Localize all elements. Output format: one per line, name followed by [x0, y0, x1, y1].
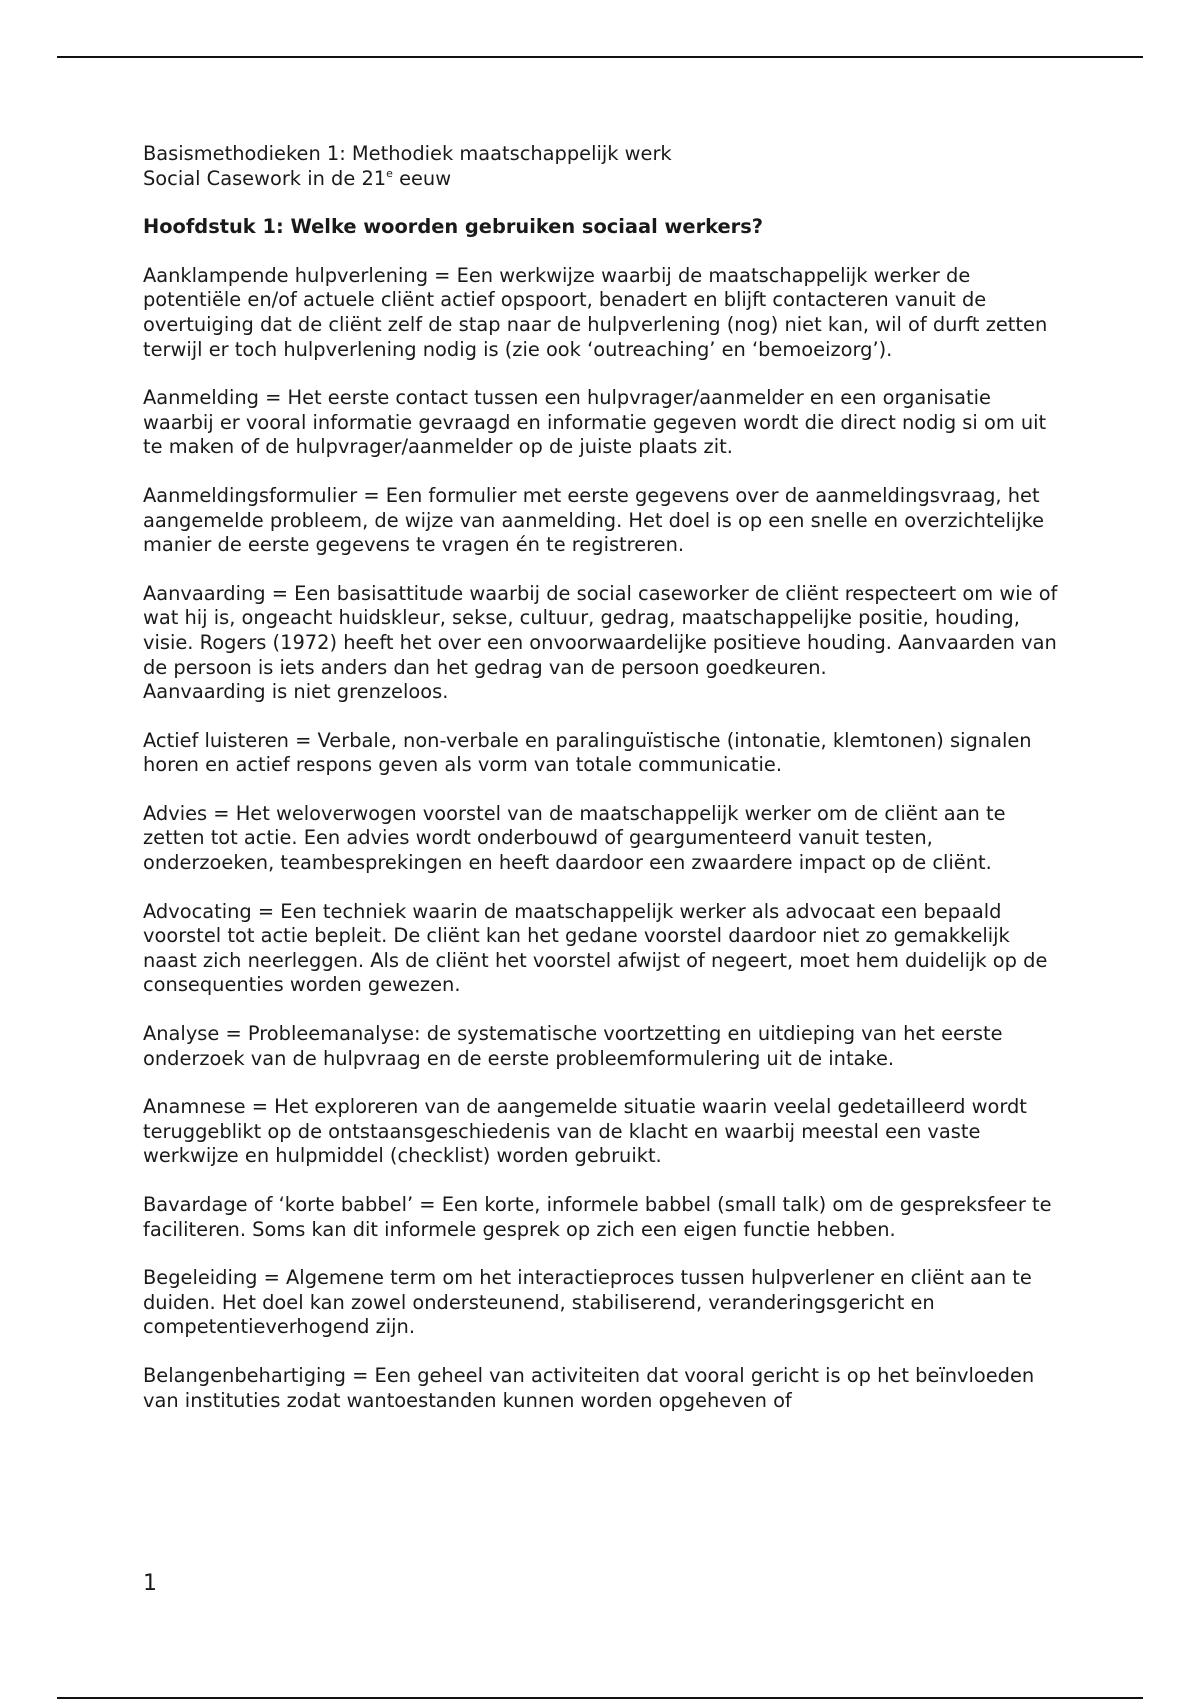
glossary-entry: Anamnese = Het exploreren van de aangemelde situatie waarin veelal gedetailleerd wordt teruggeblikt op de ontstaansgeschiedenis van de klacht en waarbij meestal een vaste werkwijze en hulpmiddel (checklist) worden gebruikt. — [143, 1095, 1027, 1168]
book-title-suffix: eeuw — [392, 166, 452, 190]
glossary-entry: Begeleiding = Algemene term om het interactieproces tussen hulpverlener en cliënt aan te duiden. Het doel kan zowel ondersteunend, stabiliserend, veranderingsgericht en competentieverhogend zijn. — [143, 1266, 1032, 1339]
glossary-entry: Advies = Het weloverwogen voorstel van de maatschappelijk werker om de cliënt aan te zetten tot actie. Een advies wordt onderbouwd of geargumenteerd vanuit testen, onderzoeken, teambesprekingen en heeft daardoor een zwaardere impact op de cliënt. — [143, 801, 1006, 875]
glossary-entry: Actief luisteren = Verbale, non-verbale en paralinguïstische (intonatie, klemtonen) signalen horen en actief respons geven als vorm van totale communicatie. — [143, 728, 1032, 777]
glossary-entry: Advocating = Een techniek waarin de maatschappelijk werker als advocaat een bepaald voorstel tot actie bepleit. De cliënt kan het gedane voorstel daardoor niet zo gemakkelijk naast zich neerleggen. Als de cliënt het voorstel afwijst of negeert, moet hem duidelijk op de consequenties worden gewezen. — [143, 899, 1048, 997]
glossary-entry: Bavardage of ‘korte babbel’ = Een korte, informele babbel (small talk) om de gespreksfeer te faciliteren. Soms kan dit informele gesprek op zich een eigen functie hebben. — [143, 1193, 1052, 1241]
document-page — [143, 142, 1063, 1413]
page-number: 1 — [143, 1571, 157, 1596]
chapter-heading: Hoofdstuk 1: Welke woorden gebruiken sociaal werkers? — [143, 215, 764, 239]
glossary-entry-text: Aanvaarding = Een basisattitude waarbij de social caseworker de cliënt respecteert om wie of wat hij is, ongeacht huidskleur, sekse, cultuur, gedrag, maatschappelijke positie, houding, visie. Rogers (1972) heeft het over een onvoorwaardelijke positieve houding. Aanvaarden van de persoon is iets anders dan het gedrag van de persoon goedkeuren. — [143, 581, 1058, 679]
bottom-rule — [57, 1697, 1143, 1699]
book-title-superscript: e — [386, 166, 393, 180]
glossary-list — [143, 264, 1063, 1413]
glossary-entry: Belangenbehartiging = Een geheel van activiteiten dat vooral gericht is op het beïnvloeden van instituties zodat wantoestanden kunnen worden opgeheven of — [143, 1363, 1035, 1412]
glossary-entry — [143, 582, 1063, 705]
book-title-prefix: Social Casework in de 21 — [143, 166, 387, 190]
glossary-entry-note: Aanvaarding is niet grenzeloos. — [143, 680, 449, 704]
book-title — [143, 167, 1063, 192]
glossary-entry: Aanmelding = Het eerste contact tussen een hulpvrager/aanmelder en een organisatie waarbij er vooral informatie gevraagd en informatie gegeven wordt die direct nodig si om uit te maken of de hulpvrager/aanmelder op de juiste plaats zit. — [143, 386, 1047, 459]
top-rule — [57, 56, 1143, 58]
glossary-entry: Aanklampende hulpverlening = Een werkwijze waarbij de maatschappelijk werker de potentiële en/of actuele cliënt actief opspoort, benadert en blijft contacteren vanuit de overtuiging dat de cliënt zelf de stap naar de hulpverlening (nog) niet kan, wil of durft zetten terwijl er toch hulpverlening nodig is (zie ook ‘outreaching’ en ‘bemoeizorg’). — [143, 263, 1048, 361]
course-title: Basismethodieken 1: Methodiek maatschappelijk werk — [143, 142, 672, 165]
glossary-entry: Analyse = Probleemanalyse: de systematische voortzetting en uitdieping van het eerste onderzoek van de hulpvraag en de eerste probleemformulering uit de intake. — [143, 1022, 1003, 1070]
glossary-entry: Aanmeldingsformulier = Een formulier met eerste gegevens over de aanmeldingsvraag, het aangemelde probleem, de wijze van aanmelding. Het doel is op een snelle en overzichtelijke manier de eerste gegevens te vragen én te registreren. — [143, 483, 1045, 557]
